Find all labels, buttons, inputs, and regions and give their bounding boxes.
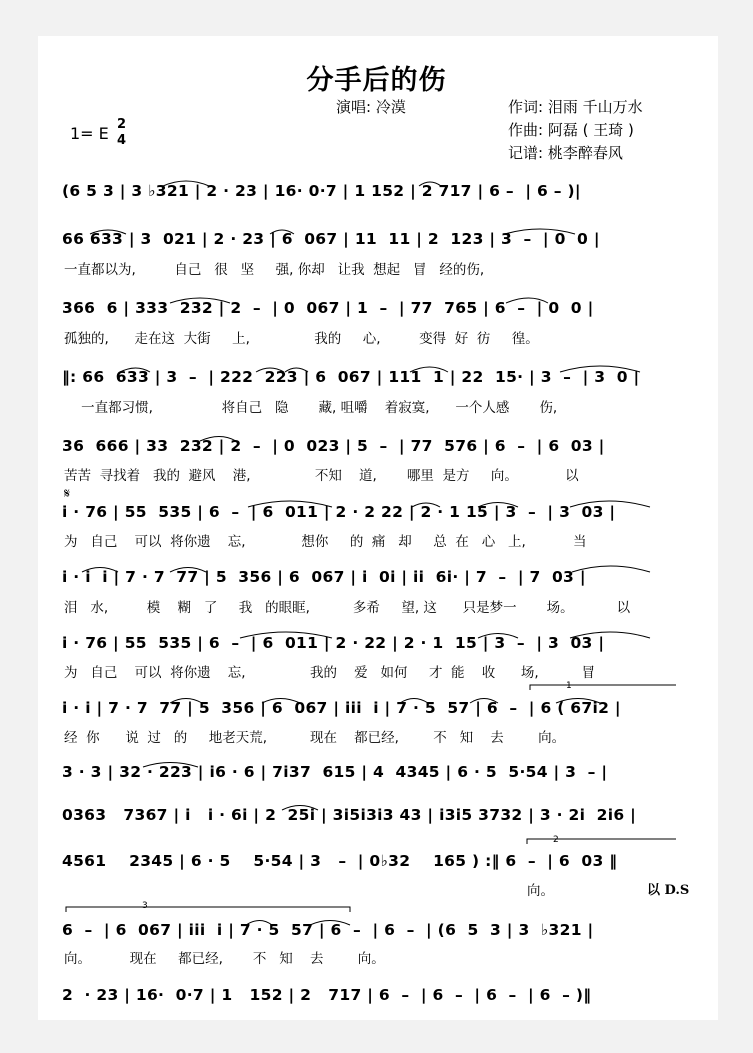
slur-mark <box>310 921 350 926</box>
notation-line-6: i · 76 | 55 535 | 6 – | 6 011 | 2 · 2 22 | 2 · 1 15 | 3 – | 3 03 | <box>62 503 616 521</box>
slur-mark <box>570 501 650 507</box>
slur-mark <box>262 699 300 704</box>
slur-mark <box>170 298 230 303</box>
notation-line-9: i · i | 7 · 7 77 | 5 356 | 6 067 | iii i | 7 · 5 57 | 6 – | 6 ( 67i2 | <box>62 699 621 717</box>
slur-mark <box>246 921 272 926</box>
notation-line-3: 366 6 | 333 232 | 2 – | 0 067 | 1 – | 77 765 | 6 – | 0 0 | <box>62 299 594 317</box>
slur-mark <box>248 501 332 507</box>
lyric-line-12: 向。 <box>527 883 554 899</box>
slur-mark <box>556 699 600 704</box>
lyric-line-7: 泪 水, 模 糊 了 我 的眼眶, 多希 望, 这 只是梦一 场。 以 <box>64 600 631 616</box>
lyric-line-13: 向。 现在 都已经, 不 知 去 向。 <box>64 951 385 967</box>
slur-mark <box>170 699 202 704</box>
slur-mark <box>478 634 518 639</box>
singer-credit: 演唱: 冷漠 <box>336 98 406 116</box>
notation-line-13: 6 – | 6 067 | iii i | 7 · 5 57 | 6 – | 6 – | (6 5 3 | 3 ♭321 | <box>62 921 594 939</box>
volta-3-number: 3 <box>142 901 148 911</box>
notation-line-2: 66 633 | 3 021 | 2 · 23 | 6 067 | 11 11 | 2 123 | 3 – | 0 0 | <box>62 230 600 248</box>
slur-mark <box>143 763 198 768</box>
lyric-line-2: 一直都以为, 自己 很 坚 强, 你却 让我 想起 冒 经的伤, <box>64 262 485 278</box>
slur-mark <box>282 806 318 811</box>
slur-mark <box>505 229 575 234</box>
volta-1-number: 1 <box>566 681 572 691</box>
lyric-line-3: 孤独的, 走在这 大街 上, 我的 心, 变得 好 彷 徨。 <box>64 331 539 347</box>
notation-line-11: 0363 7367 | i i · 6i | 2 25i | 3i5i3i3 43 | i3i5 3732 | 3 · 2i 2i6 | <box>62 806 637 824</box>
notation-line-8: i · 76 | 55 535 | 6 – | 6 011 | 2 · 22 | 2 · 1 15 | 3 – | 3 03 | <box>62 634 605 652</box>
slur-mark <box>570 632 650 638</box>
slur-mark <box>506 298 548 303</box>
song-title: 分手后的伤 <box>306 65 447 96</box>
slur-mark <box>170 568 206 573</box>
slur-mark <box>470 699 498 704</box>
notation-line-7: i · i i | 7 · 7 77 | 5 356 | 6 067 | i 0i | ii 6i· | 7 – | 7 03 | <box>62 568 586 586</box>
slur-mark <box>412 503 440 507</box>
slur-mark <box>256 368 284 372</box>
slur-mark <box>572 566 650 572</box>
slur-mark <box>90 230 126 234</box>
slur-mark <box>270 230 294 234</box>
slur-mark <box>240 632 332 638</box>
volta-bracket-1 <box>530 685 676 690</box>
slur-mark <box>82 568 118 573</box>
time-signature-bottom: 4 <box>117 133 127 148</box>
slur-mark <box>560 366 640 372</box>
lyric-line-5: 苦苦 寻找着 我的 避风 港, 不知 道, 哪里 是方 向。 以 <box>64 468 579 484</box>
slur-mark <box>285 368 308 372</box>
slur-mark <box>120 368 150 372</box>
lyric-line-4: 一直都习惯, 将自己 隐 藏, 咀嚼 着寂寞, 一个人感 伤, <box>64 400 558 416</box>
slur-mark <box>400 699 428 704</box>
slur-mark <box>419 182 441 186</box>
notation-line-5: 36 666 | 33 232 | 2 – | 0 023 | 5 – | 77 576 | 6 – | 6 03 | <box>62 437 605 455</box>
notation-line-10: 3 · 3 | 32 · 223 | i6 · 6 | 7i37 615 | 4 4345 | 6 · 5 5·54 | 3 – | <box>62 763 608 781</box>
lyric-line-6: 为 自己 可以 将你遗 忘, 想你 的 痛 却 总 在 心 上, 当 <box>64 534 587 550</box>
time-signature-top: 2 <box>117 117 127 132</box>
notation-line-14: 2 · 23 | 16· 0·7 | 1 152 | 2 717 | 6 – | 6 – | 6 – | 6 – )‖ <box>62 986 592 1004</box>
lyric-line-9: 经 你 说 过 的 地老天荒, 现在 都已经, 不 知 去 向。 <box>64 730 566 746</box>
notation-line-12: 4561 2345 | 6 · 5 5·54 | 3 – | 0♭32 165 ) :‖ 6 – | 6 03 ‖ <box>62 852 618 870</box>
lyricist-credit: 作词: 泪雨 千山万水 <box>508 98 643 116</box>
notation-line-4: ‖: 66 633 | 3 – | 222 223 | 6 067 | 111 1 | 22 15· | 3 – | 3 0 | <box>62 368 640 386</box>
dal-segno-label: 以 D.S <box>647 883 690 898</box>
volta-bracket-3 <box>66 907 350 912</box>
volta-bracket-2 <box>527 839 676 844</box>
composer-credit: 作曲: 阿磊 ( 王琦 ) <box>508 121 634 139</box>
slur-mark <box>478 503 518 508</box>
slur-mark <box>410 367 448 372</box>
segno-sign: 𝄋 <box>64 486 71 502</box>
key-signature: 1= E <box>70 124 109 143</box>
volta-2-number: 2 <box>553 835 559 845</box>
transcriber-credit: 记谱: 桃李醉春风 <box>508 144 623 162</box>
lyric-line-8: 为 自己 可以 将你遗 忘, 我的 爱 如何 才 能 收 场, 冒 <box>64 665 596 681</box>
slur-mark <box>200 437 236 442</box>
notation-line-1: (6 5 3 | 3 ♭321 | 2 · 23 | 16· 0·7 | 1 152 | 2 717 | 6 – | 6 – )| <box>62 182 581 200</box>
slur-mark <box>163 181 209 186</box>
